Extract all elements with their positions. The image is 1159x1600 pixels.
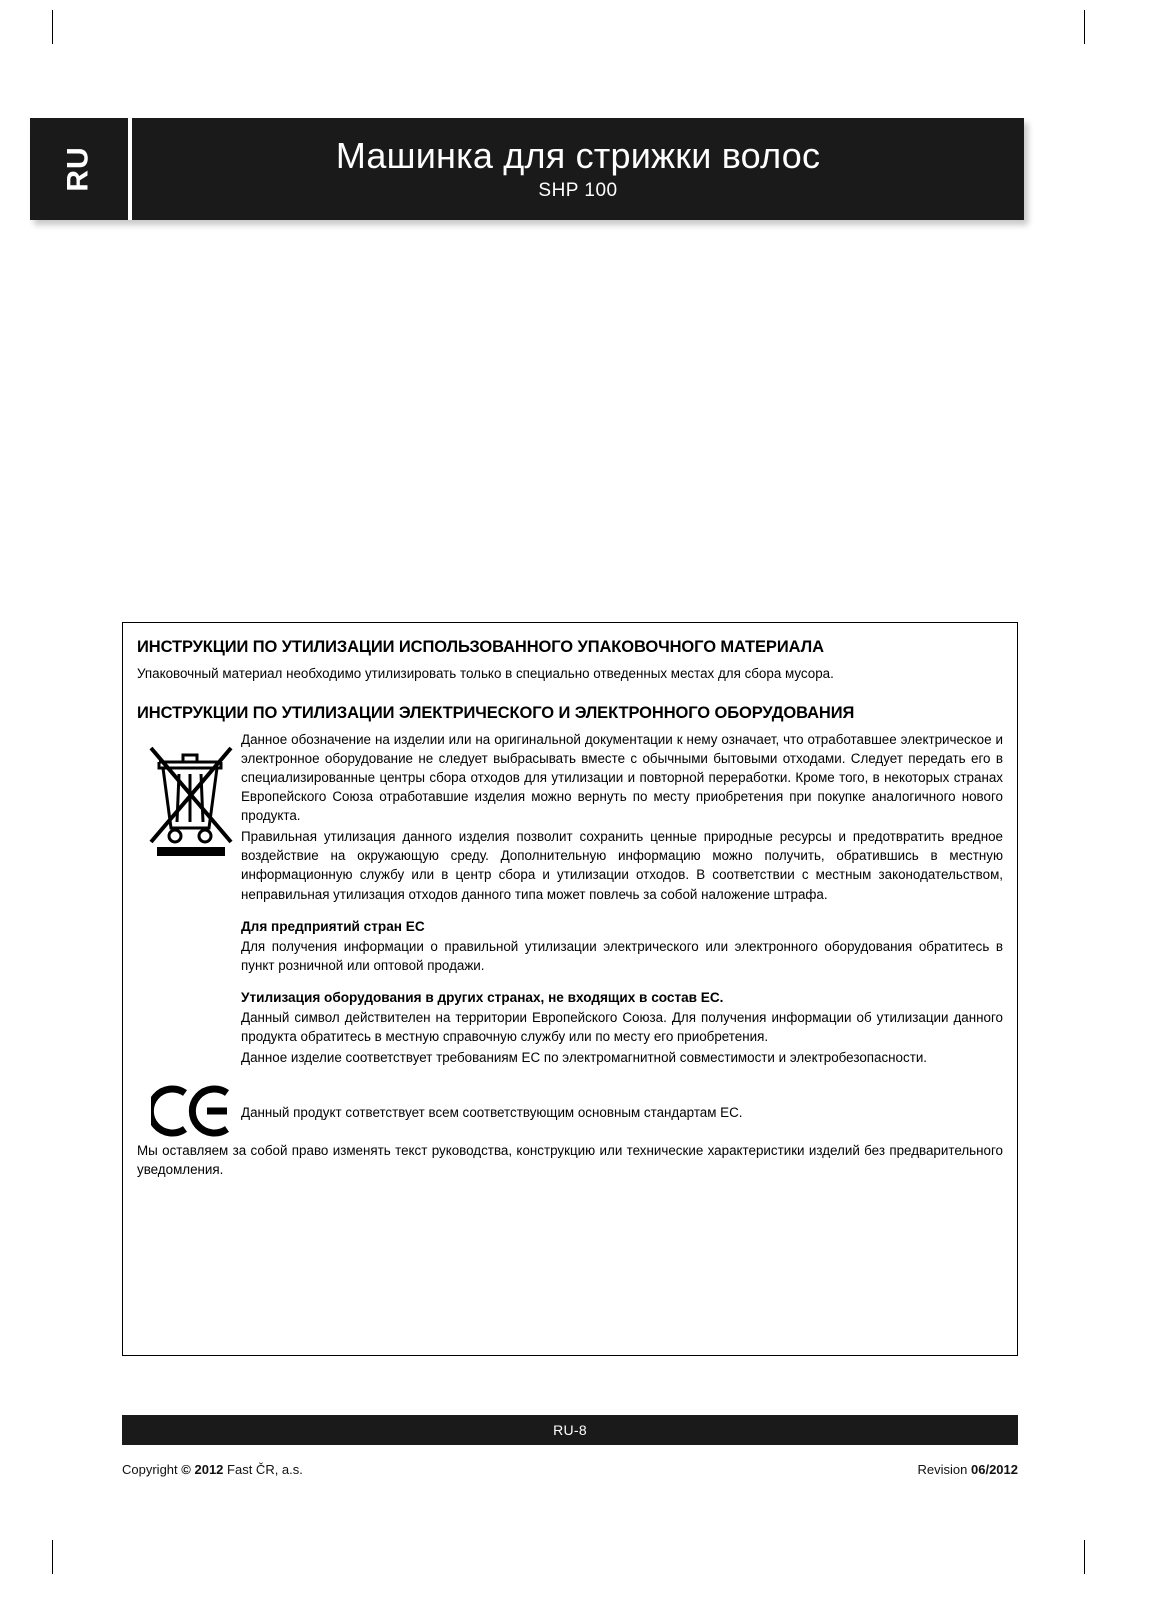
- footer-revision: [918, 1462, 1018, 1477]
- closing-note: Мы оставляем за собой право изменять текст руководства, конструкцию или технические характеристики изделий без предварительного уведомления.: [137, 1143, 1003, 1178]
- weee-block: [137, 730, 1003, 903]
- crop-mark-bottom-right: [1084, 1540, 1085, 1574]
- eu-business-heading: Для предприятий стран ЕС: [241, 918, 425, 934]
- subsections-block: [241, 918, 1003, 1068]
- copyright-prefix: Copyright: [122, 1462, 178, 1477]
- packaging-disposal-heading: ИНСТРУКЦИИ ПО УТИЛИЗАЦИИ ИСПОЛЬЗОВАННОГО УПАКОВОЧНОГО МАТЕРИАЛА: [137, 638, 824, 656]
- revision-value: 06/2012: [971, 1462, 1018, 1477]
- model-number: SHP 100: [538, 180, 618, 202]
- language-badge: [30, 118, 132, 220]
- ce-text-wrap: [241, 1085, 1003, 1122]
- weee-text-block: [241, 730, 1003, 903]
- page-number-label: RU-8: [553, 1422, 587, 1438]
- packaging-disposal-text: Упаковочный материал необходимо утилизировать только в специально отведенных местах для сбора мусора.: [137, 666, 834, 682]
- crop-mark-top-right: [1084, 10, 1085, 44]
- crop-mark-top-left: [52, 10, 53, 44]
- ce-mark-icon: [151, 1085, 233, 1137]
- footer-copyright: [122, 1462, 303, 1477]
- weee-disposal-heading: ИНСТРУКЦИИ ПО УТИЛИЗАЦИИ ЭЛЕКТРИЧЕСКОГО И ЭЛЕКТРОННОГО ОБОРУДОВАНИЯ: [137, 704, 855, 723]
- ce-block: [137, 1085, 1003, 1141]
- copyright-symbol: ©: [181, 1462, 191, 1477]
- copyright-year: 2012: [194, 1462, 224, 1477]
- weee-paragraph-1: Данное обозначение на изделии или на оригинальной документации к нему означает, что отработавшее электрическое и электронное оборудование не следует выбрасывать вместе с обычными бытовыми отходами. Следует передать его в специализированные центры сбора отходов для утилизации и повторной переработки. Кроме того, в некоторых странах Европейского Союза отработавшие изделия можно вернуть по месту приобретения при покупке аналогичного нового продукта.: [241, 732, 1003, 824]
- document-footer: [122, 1462, 1018, 1484]
- non-eu-text-1: Данный символ действителен на территории Европейского Союза. Для получения информации об утилизации данного продукта обратитесь в местную справочную службу или по месту его приобретения.: [241, 1010, 1003, 1045]
- page-number-bar: [122, 1415, 1018, 1445]
- non-eu-heading: Утилизация оборудования в других странах, не входящих в состав ЕС.: [241, 989, 724, 1005]
- weee-paragraph-2: Правильная утилизация данного изделия позволит сохранить ценные природные ресурсы и предотвратить вредное воздействие на окружающую среду. Дополнительную информацию можно получить, обратившись в местную информационную службу или в центр сбора и утилизации отходов. В соответствии с местным законодательством, неправильная утилизация отходов данного типа может повлечь за собой наложение штрафа.: [241, 829, 1003, 902]
- copyright-company: Fast ČR, a.s.: [227, 1462, 303, 1477]
- page-title: Машинка для стрижки волос: [335, 134, 821, 176]
- crossed-out-wheelie-bin-icon: [147, 732, 235, 858]
- revision-label: Revision: [917, 1462, 968, 1477]
- ce-conformity-text: Данный продукт сответствует всем соответствующим основным стандартам ЕС.: [241, 1105, 743, 1121]
- header-title-group: [132, 118, 1024, 220]
- eu-business-text: Для получения информации о правильной утилизации электрического или электронного оборудования обратитесь в пункт розничной или оптовой продажи.: [241, 938, 1003, 973]
- non-eu-text-2: Данное изделие соответствует требованиям ЕС по электромагнитной совместимости и электробезопасности.: [241, 1050, 928, 1066]
- crop-mark-bottom-left: [52, 1540, 53, 1574]
- document-header: [30, 118, 1024, 220]
- disposal-instructions-box: [122, 622, 1018, 1356]
- language-code: RU: [62, 146, 95, 192]
